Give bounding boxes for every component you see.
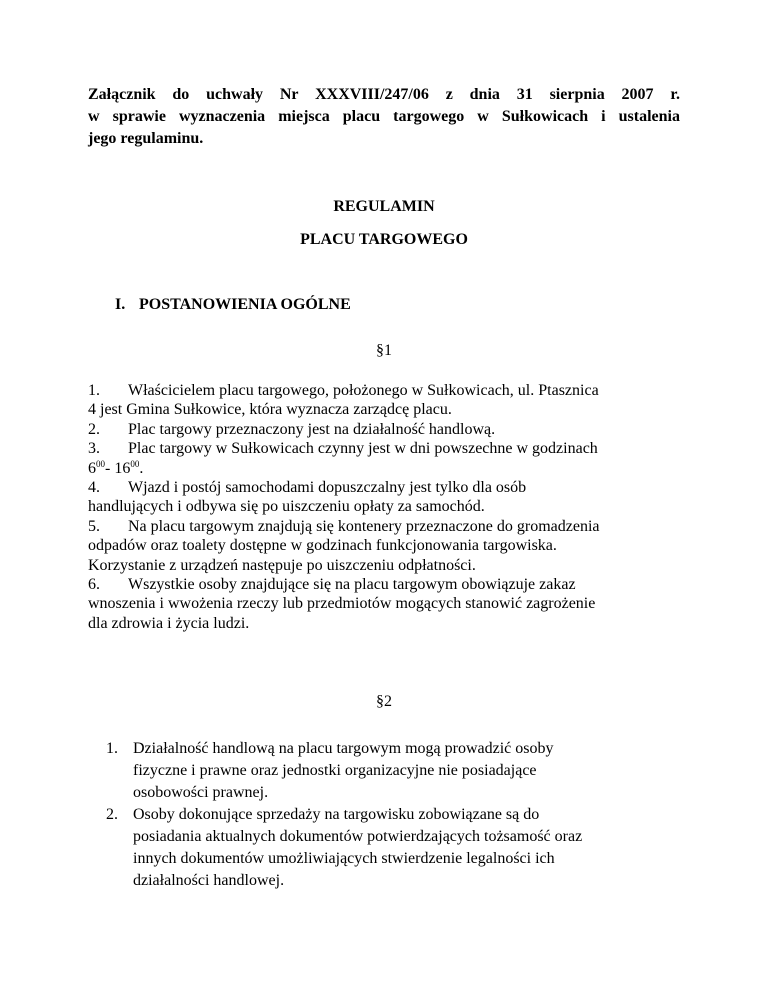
item-text: Plac targowy w Sułkowicach czynny jest w dni powszechne w godzinach [128, 440, 598, 458]
item-text: Działalność handlową na placu targowym mogą prowadzić osoby [133, 740, 554, 757]
opening-hours: $6^{00}-$ $16^{00}$. [88, 458, 144, 477]
item-text-continued: handlujących i odbywa się po uiszczeniu opłaty za samochód. [88, 498, 485, 516]
item-number: 3. [88, 440, 100, 458]
item-text-continued: działalności handlowej. [133, 872, 285, 889]
item-text-continued: wnoszenia i wwożenia rzeczy lub przedmiotów mogących stanowić zagrożenie [88, 595, 596, 613]
document-header [88, 84, 680, 150]
item-number: 1. [88, 382, 100, 399]
paragraph-symbol-2: §2 [376, 693, 392, 710]
list-item [88, 575, 674, 594]
item-number: 2. [106, 806, 118, 823]
item-text-continued: 4 jest Gmina Sułkowice, która wyznacza zarządcę placu. [88, 401, 452, 419]
item-number: 1. [106, 740, 118, 757]
item-text: Plac targowy przeznaczony jest na działalność handlową. [128, 420, 496, 438]
document-title: REGULAMIN [333, 198, 435, 215]
header-line-3: jego regulaminu. [88, 130, 204, 147]
item-number: 5. [88, 517, 100, 535]
item-text-continued: osobowości prawnej. [133, 784, 269, 801]
list-item [88, 420, 674, 439]
header-line-2: w sprawie wyznaczenia miejsca placu targowego w Sułkowicach i ustalenia [88, 108, 680, 125]
list-item [88, 439, 674, 458]
list-item [106, 738, 646, 804]
document-subtitle: PLACU TARGOWEGO [300, 231, 468, 248]
item-text: Wszystkie osoby znajdujące się na placu targowym obowiązuje zakaz [128, 576, 576, 594]
item-text-continued: Korzystanie z urządzeń następuje po uiszczeniu odpłatności. [88, 556, 476, 574]
list-item [88, 381, 674, 400]
item-number: 2. [88, 420, 100, 438]
header-line-1: Załącznik do uchwały Nr XXXVIII/247/06 z dnia 31 sierpnia 2007 r. [88, 86, 680, 103]
item-number: 6. [88, 576, 100, 594]
section-heading [115, 296, 351, 314]
list-item [106, 804, 646, 892]
item-text-continued: odpadów oraz toalety dostępne w godzinach funkcjonowania targowiska. [88, 537, 557, 555]
item-number: 4. [88, 479, 100, 497]
section-title: POSTANOWIENIA OGÓLNE [139, 296, 351, 313]
item-text: Właścicielem placu targowego, położonego w Sułkowicach, ul. Ptasznica [128, 382, 599, 399]
item-text-continued: posiadania aktualnych dokumentów potwierdzających tożsamość oraz [133, 828, 583, 845]
section-number: I. [115, 296, 126, 313]
item-text: Osoby dokonujące sprzedaży na targowisku zobowiązane są do [133, 806, 540, 823]
item-text-continued: innych dokumentów umożliwiających stwierdzenie legalności ich [133, 850, 555, 867]
paragraph-symbol-1: §1 [376, 342, 392, 359]
item-text: Wjazd i postój samochodami dopuszczalny jest tylko dla osób [128, 479, 527, 497]
item-text: Na placu targowym znajdują się kontenery przeznaczone do gromadzenia [128, 517, 600, 535]
list-item [88, 478, 674, 497]
paragraph-1-list [88, 381, 674, 633]
list-item [88, 517, 674, 536]
item-text-continued: dla zdrowia i życia ludzi. [88, 614, 250, 632]
item-text-continued: fizyczne i prawne oraz jednostki organizacyjne nie posiadające [133, 762, 537, 779]
paragraph-2-list [106, 738, 646, 892]
